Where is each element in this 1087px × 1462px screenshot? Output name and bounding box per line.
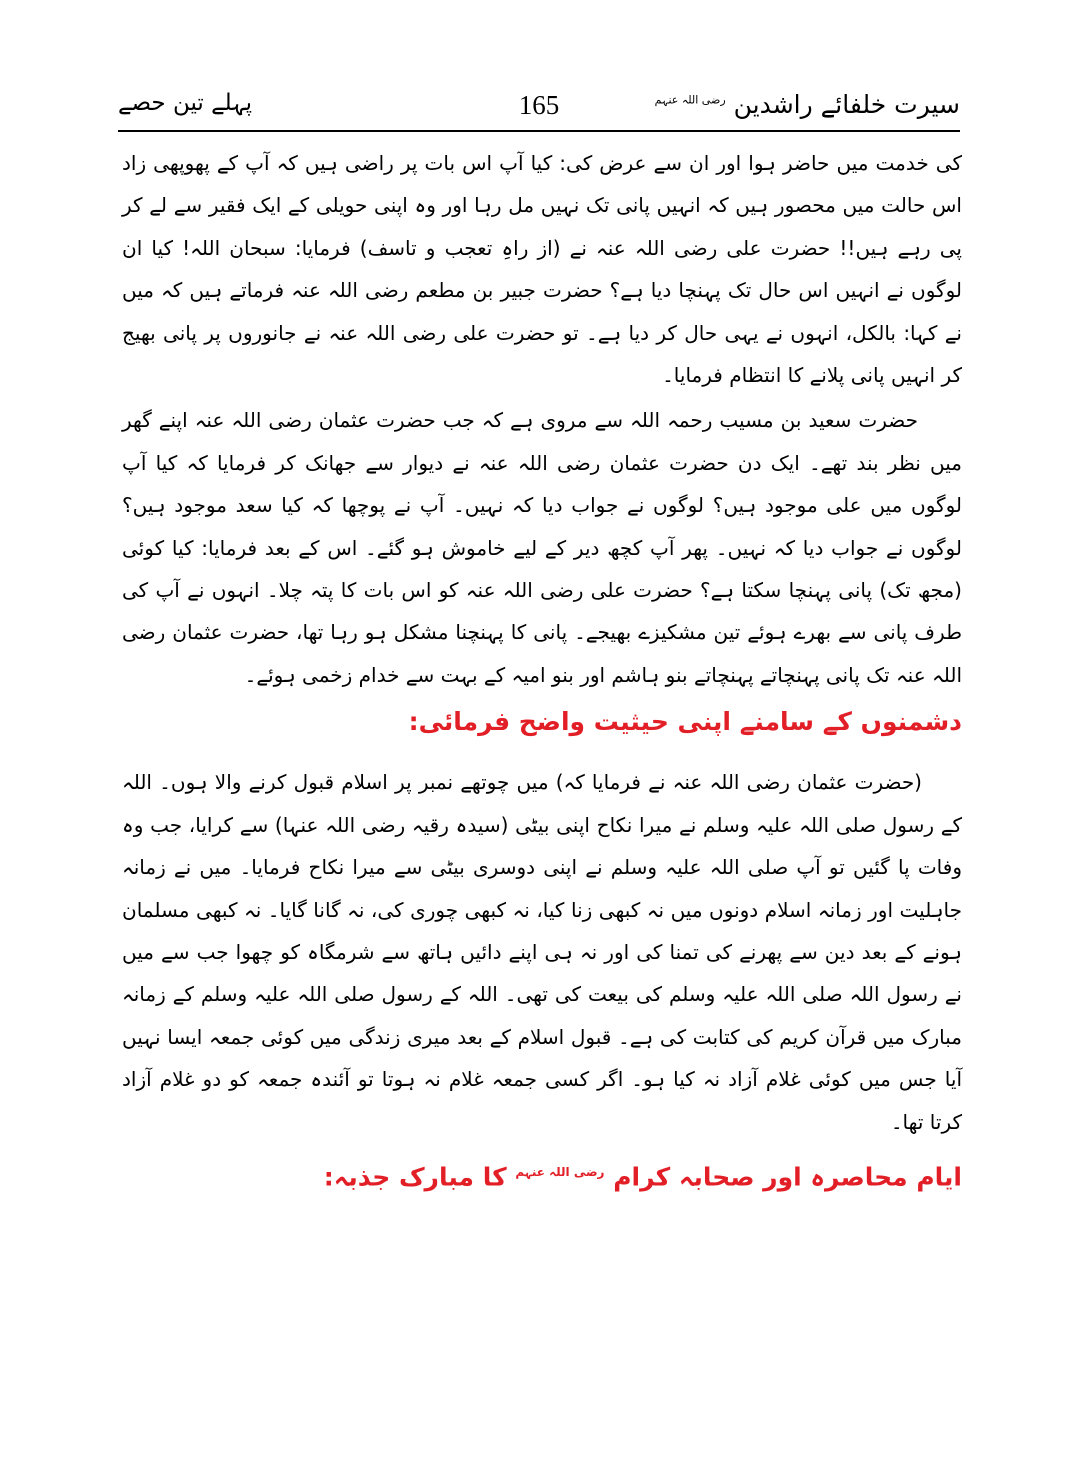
running-book-title: [655, 90, 960, 119]
page-number: 165: [518, 90, 560, 120]
section-heading-2-start: ایام محاصرہ اور صحابہ کرام: [613, 1162, 962, 1192]
page-header: [118, 88, 960, 130]
section-heading-1: دشمنوں کے سامنے اپنی حیثیت واضح فرمائی:: [408, 707, 962, 737]
section-heading-2-end: کا مبارک جذبہ:: [323, 1162, 507, 1192]
body-paragraph-3: (حضرت عثمان رضی اللہ عنہ نے فرمایا کہ) میں چوتھے نمبر پر اسلام قبول کرنے والا ہوں۔ اللہ کے رسول صلی اللہ علیہ وسلم نے میرا نکاح اپنی بیٹی (سیدہ رقیہ رضی اللہ عنہا) سے کرایا، جب وہ وفات پا گئیں تو آپ صلی اللہ علیہ وسلم نے اپنی دوسری بیٹی سے میرا نکاح فرمایا۔ میں نے زمانہ جاہلیت اور زمانہ اسلام دونوں میں نہ کبھی زنا کیا، نہ کبھی چوری کی، نہ گانا گایا۔ نہ کبھی مسلمان ہونے کے بعد دین سے پھرنے کی تمنا کی اور نہ ہی اپنے دائیں ہاتھ سے شرمگاہ کو چھوا جب سے میں نے رسول اللہ صلی اللہ علیہ وسلم کی بیعت کی تھی۔ اللہ کے رسول صلی اللہ علیہ وسلم کے زمانہ مبارک میں قرآن کریم کی کتابت کی ہے۔ قبول اسلام کے بعد میری زندگی میں کوئی جمعہ ایسا نہیں آیا جس میں کوئی غلام آزاد نہ کیا ہو۔ اگر کسی جمعہ غلام نہ ہوتا تو آئندہ جمعہ کو دو غلام آزاد کرتا تھا۔: [122, 770, 962, 1134]
page-body: [122, 142, 962, 1202]
book-title-text: سیرت خلفائے راشدین: [733, 90, 960, 119]
section-heading-2-honorific: رضی اللہ عنہم: [515, 1164, 605, 1179]
header-divider: [118, 130, 960, 132]
section-heading-2: [122, 1147, 962, 1202]
body-paragraph-1: کی خدمت میں حاضر ہوا اور ان سے عرض کی: کیا آپ اس بات پر راضی ہیں کہ آپ کے پھوپھی زاد اس حالت میں محصور ہیں کہ انہیں پانی تک نہیں مل رہا اور وہ اپنی حویلی کے ایک فقیر سے لے کر پی رہے ہیں!! حضرت علی رضی اللہ عنہ نے (از راہِ تعجب و تاسف) فرمایا: سبحان اللہ! کیا ان لوگوں نے انہیں اس حال تک پہنچا دیا ہے؟ حضرت جبیر بن مطعم رضی اللہ عنہ فرماتے ہیں کہ میں نے کہا: بالکل، انہوں نے یہی حال کر دیا ہے۔ تو حضرت علی رضی اللہ عنہ نے جانوروں پر پانی بھیج کر انہیں پانی پلانے کا انتظام فرمایا۔: [122, 151, 962, 388]
body-paragraph-2: حضرت سعید بن مسیب رحمہ اللہ سے مروی ہے کہ جب حضرت عثمان رضی اللہ عنہ اپنے گھر میں نظر بند تھے۔ ایک دن حضرت عثمان رضی اللہ عنہ نے دیوار سے جھانک کر فرمایا کہ کیا آپ لوگوں میں علی موجود ہیں؟ لوگوں نے جواب دیا کہ نہیں۔ آپ نے پوچھا کہ کیا سعد موجود ہیں؟ لوگوں نے جواب دیا کہ نہیں۔ پھر آپ کچھ دیر کے لیے خاموش ہو گئے۔ اس کے بعد فرمایا: کیا کوئی (مجھ تک) پانی پہنچا سکتا ہے؟ حضرت علی رضی اللہ عنہ کو اس بات کا پتہ چلا۔ انہوں نے آپ کی طرف پانی سے بھرے ہوئے تین مشکیزے بھیجے۔ پانی کا پہنچنا مشکل ہو رہا تھا، حضرت عثمان رضی اللہ عنہ تک پانی پہنچاتے پہنچاتے بنو ہاشم اور بنو امیہ کے بہت سے خدام زخمی ہوئے۔: [122, 408, 962, 687]
book-title-honorific: رضی اللہ عنہم: [654, 93, 726, 107]
running-section-title: پہلے تین حصے: [118, 90, 253, 116]
